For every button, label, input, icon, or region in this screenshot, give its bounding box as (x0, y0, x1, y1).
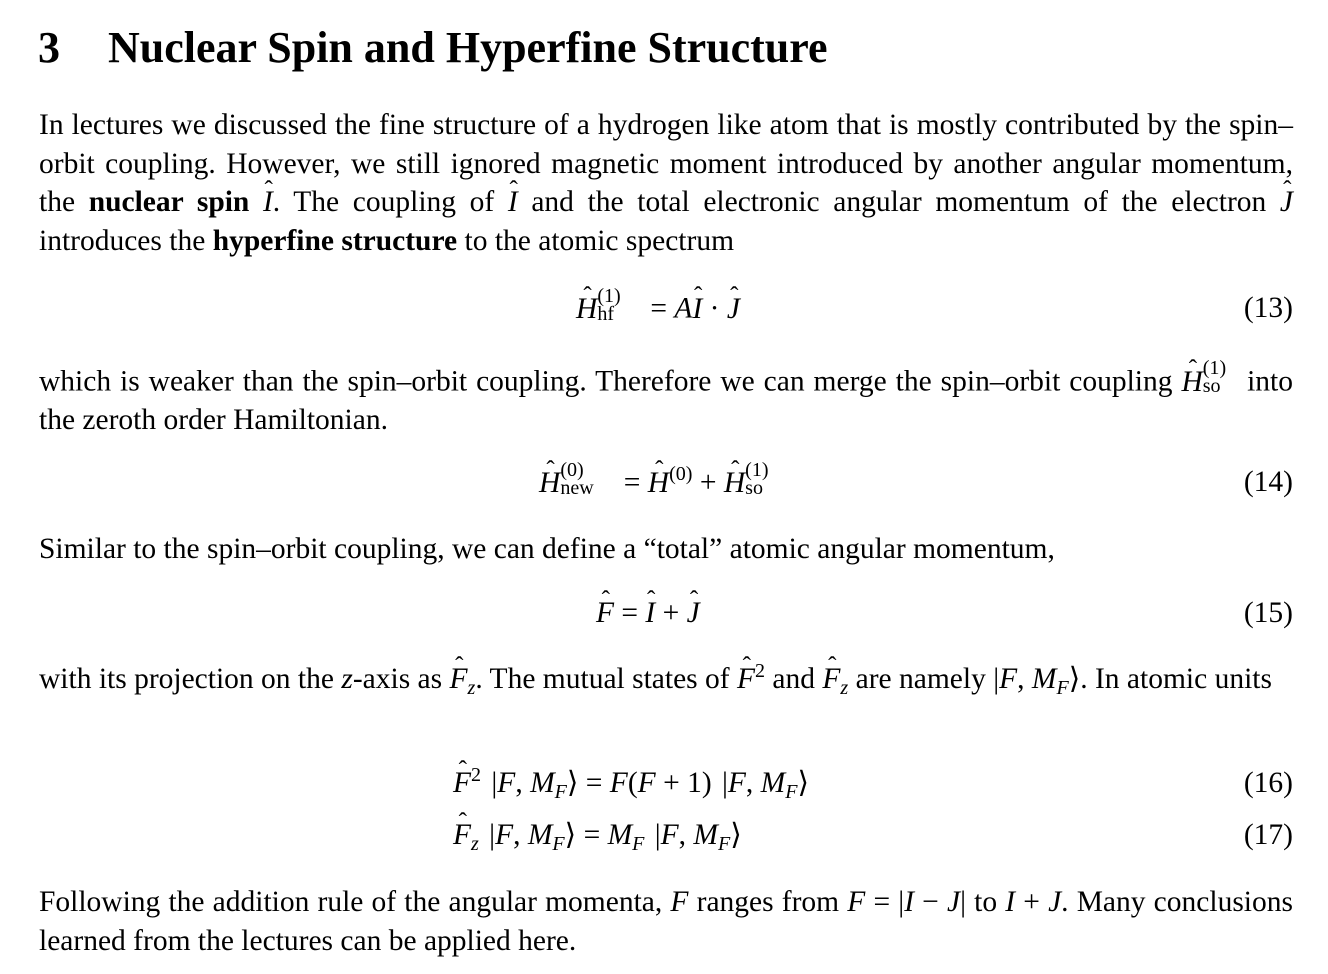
equation-14 (39, 458, 1293, 502)
equation-15-body: ˆ F = ˆ I + ˆ J (596, 593, 700, 633)
equation-16-body: ˆ $F^2$ |F, $M_F⟩ = F(F + 1)$ |F, $M_F⟩$ (453, 763, 809, 803)
equation-14-body: ˆ H (0) new = ˆ $H^{(0)}$ + ˆ H (1) so (539, 462, 781, 503)
paragraph-total-momentum: Similar to the spin–orbit coupling, we can define a “total” atomic angular momentum, (39, 533, 1055, 565)
equation-13-number: (13) (1243, 292, 1293, 324)
section-heading (38, 22, 828, 74)
equation-16-number: (16) (1243, 767, 1293, 799)
equation-13 (39, 284, 1293, 328)
equation-13-body: ˆ H (1) hf = Aˆ I · ˆ J (576, 288, 740, 329)
equation-14-number: (14) (1243, 466, 1293, 498)
paragraph-projection: with its projection on the z-axis as ˆ $F_z$. The mutual states of ˆ $F^2$ and ˆ $F_z$ are namely |F, $M_F⟩$. In atomic units (39, 660, 1293, 699)
equation-15 (39, 593, 1293, 633)
equation-17 (39, 815, 1293, 855)
term-hyperfine-structure: hyperfine structure (212, 224, 458, 257)
equation-16 (39, 763, 1293, 803)
equation-15-number: (15) (1243, 597, 1293, 629)
section-number: 3 (38, 23, 60, 72)
paragraph-addition-rule: Following the addition rule of the angular momenta, F ranges from F = |I − J| to I + J. Many conclusions learned from the lectures can be applied here. (39, 886, 1293, 957)
equation-17-body: ˆ $F_z$ |F, $M_F⟩ = M_F$ |F, $M_F⟩$ (453, 815, 742, 855)
section-title: Nuclear Spin and Hyperfine Structure (108, 23, 828, 72)
paragraph-intro: In lectures we discussed the fine structure of a hydrogen like atom that is mostly contributed by the spin–orbit coupling. However, we still ignored magnetic moment introduced by another angular momentum, the nuclear spin ˆ I. The coupling of ˆ I and the total electronic angular momentum of the electron ˆ J introduces the hyperfine structure to the atomic spectrum (39, 106, 1293, 260)
term-nuclear-spin: nuclear spin (88, 186, 250, 219)
equation-17-number: (17) (1243, 819, 1293, 851)
paragraph-spin-orbit: which is weaker than the spin–orbit coupling. Therefore we can merge the spin–orbit coupling ˆ H (1) so into the zeroth order Hamiltonian. (39, 361, 1293, 440)
